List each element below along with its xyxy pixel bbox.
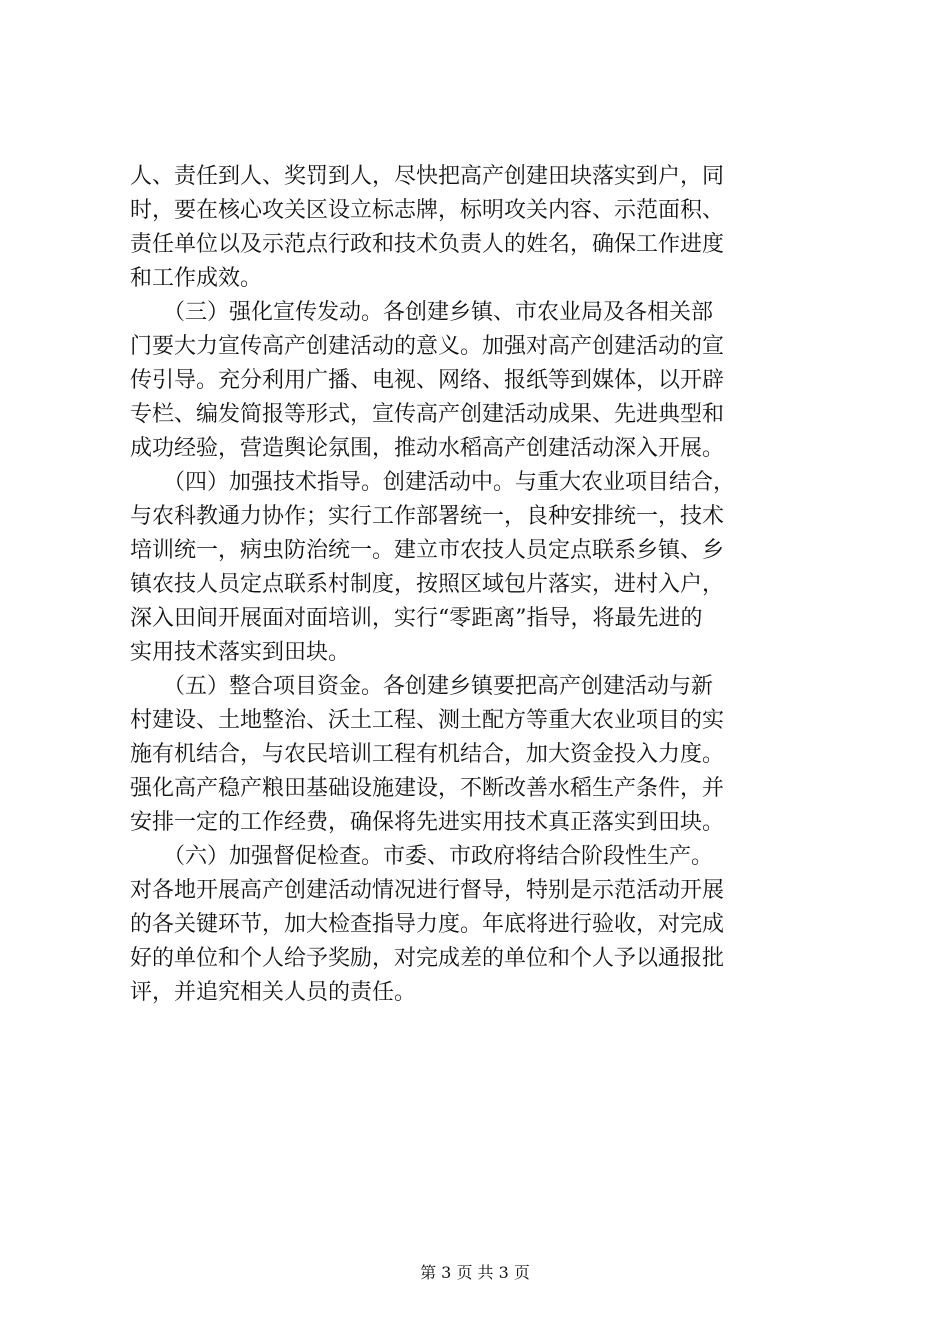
- text-line: 成功经验，营造舆论氛围，推动水稻高产创建活动深入开展。: [130, 436, 725, 461]
- text-line: 深入田间开展面对面培训，实行“零距离”指导，将最先进的: [130, 606, 703, 631]
- text-line: 和工作成效。: [130, 266, 263, 291]
- text-line: 时，要在核心攻关区设立标志牌，标明攻关内容、示范面积、: [130, 198, 725, 223]
- text-line: 对各地开展高产创建活动情况进行督导，特别是示范活动开展: [130, 878, 725, 903]
- text-line: 专栏、编发简报等形式，宣传高产创建活动成果、先进典型和: [130, 402, 725, 427]
- text-line: （四）加强技术指导。创建活动中。与重大农业项目结合，: [130, 470, 736, 495]
- paragraph-supervision: [130, 840, 830, 1010]
- page-number: 第 3 页 共 3 页: [420, 1263, 530, 1282]
- text-line: （六）加强督促检查。市委、市政府将结合阶段性生产。: [130, 844, 714, 869]
- text-line: 人、责任到人、奖罚到人，尽快把高产创建田块落实到户，同: [130, 164, 725, 189]
- text-line: 村建设、土地整治、沃土工程、测土配方等重大农业项目的实: [130, 708, 725, 733]
- text-line: 评，并追究相关人员的责任。: [130, 980, 417, 1005]
- text-line: 安排一定的工作经费，确保将先进实用技术真正落实到田块。: [130, 810, 725, 835]
- paragraph-funding: [130, 670, 830, 840]
- text-line: 培训统一，病虫防治统一。建立市农技人员定点联系乡镇、乡: [130, 538, 725, 563]
- text-line: （三）强化宣传发动。各创建乡镇、市农业局及各相关部: [130, 300, 714, 325]
- page-footer: [0, 1262, 950, 1284]
- text-line: 传引导。充分利用广播、电视、网络、报纸等到媒体，以开辟: [130, 368, 725, 393]
- text-line: 施有机结合，与农民培训工程有机结合，加大资金投入力度。: [130, 742, 725, 767]
- text-line: 好的单位和个人给予奖励，对完成差的单位和个人予以通报批: [130, 946, 725, 971]
- paragraph-continuation: [130, 160, 830, 296]
- text-line: 责任单位以及示范点行政和技术负责人的姓名，确保工作进度: [130, 232, 725, 257]
- document-body: [130, 160, 830, 1010]
- paragraph-publicity: [130, 296, 830, 466]
- text-line: 镇农技人员定点联系村制度，按照区域包片落实，进村入户，: [130, 572, 725, 597]
- text-line: 与农科教通力协作；实行工作部署统一，良种安排统一，技术: [130, 504, 725, 529]
- text-line: （五）整合项目资金。各创建乡镇要把高产创建活动与新: [130, 674, 714, 699]
- text-line: 的各关键环节，加大检查指导力度。年底将进行验收，对完成: [130, 912, 725, 937]
- text-line: 强化高产稳产粮田基础设施建设，不断改善水稻生产条件，并: [130, 776, 725, 801]
- paragraph-technical-guidance: [130, 466, 830, 670]
- text-line: 实用技术落实到田块。: [130, 640, 351, 665]
- text-line: 门要大力宣传高产创建活动的意义。加强对高产创建活动的宣: [130, 334, 725, 359]
